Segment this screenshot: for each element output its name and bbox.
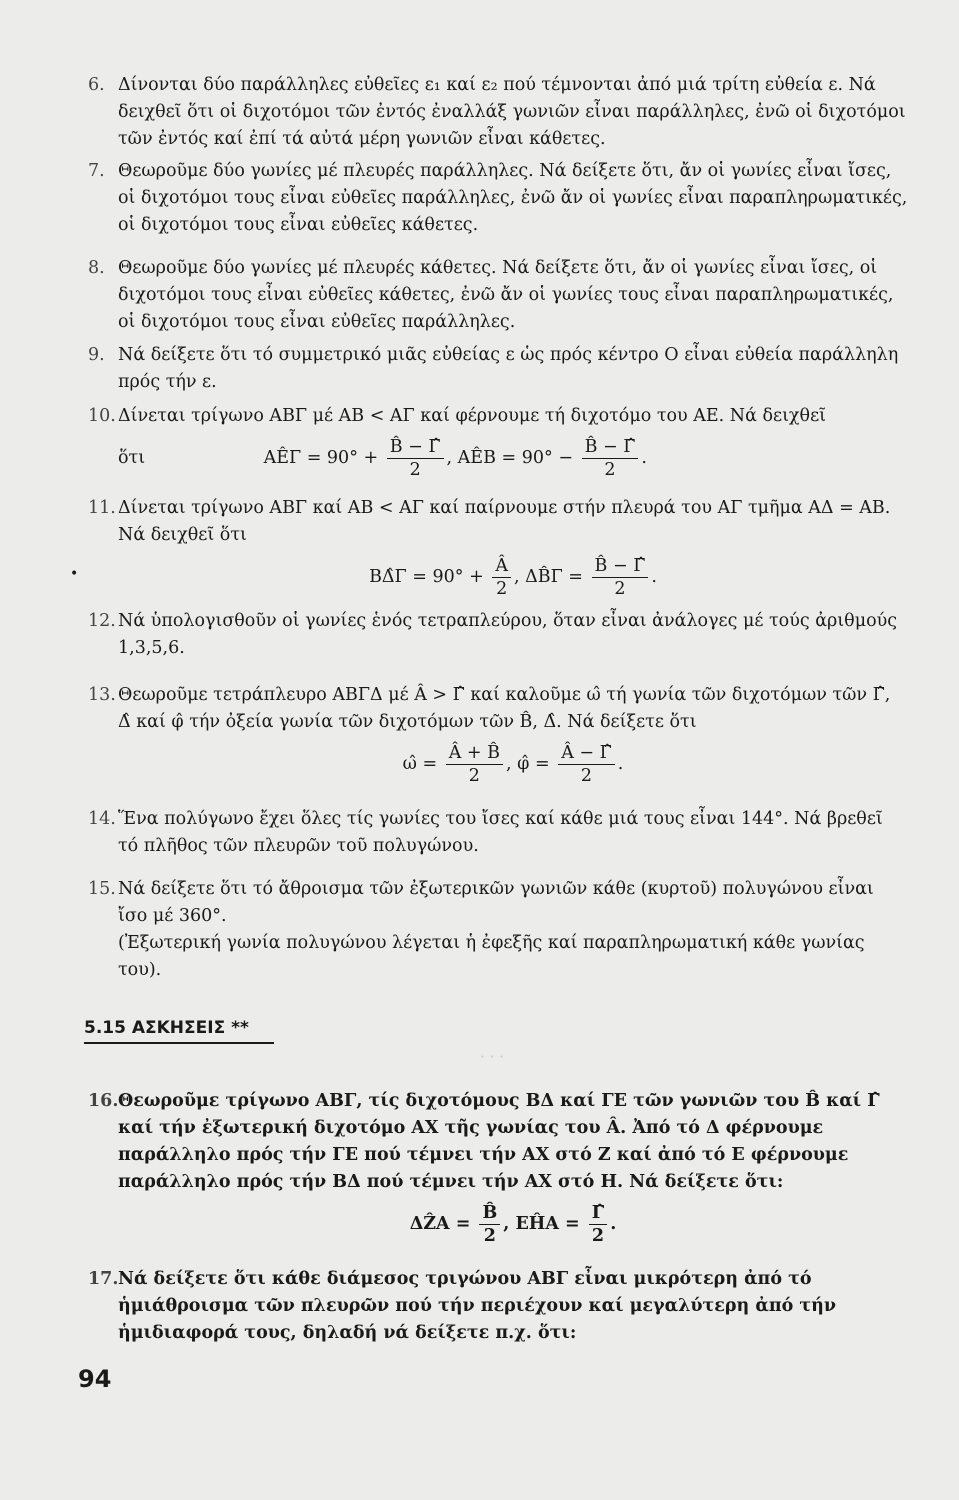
formula-separator: , ΕĤΑ = (503, 1214, 580, 1234)
exercise-number: 9. (88, 345, 105, 365)
denominator: 2 (468, 766, 480, 786)
exercise-16 (88, 1088, 908, 1249)
formula (118, 436, 908, 481)
exercise-number: 8. (88, 258, 105, 278)
formula-end: . (610, 1214, 617, 1234)
fraction (582, 436, 639, 481)
exercise-17 (88, 1266, 908, 1347)
numerator: Â + B̂ (446, 742, 503, 765)
formula-left: ΑÊΓ = 90° + (263, 448, 379, 468)
exercise-text: Νά δείξετε ὅτι τό συμμετρικό μιᾶς εὐθείας ε ὡς πρός κέντρο Ο εἶναι εὐθεία παράλληλη πρός τήν ε. (118, 345, 899, 392)
exercise-note: (Ἐξωτερική γωνία πολυγώνου λέγεται ἡ ἐφεξῆς καί παραπληρωματική κάθε γωνίας του). (118, 933, 865, 980)
exercise-text: Δίνονται δύο παράλληλες εὐθεῖες ε₁ καί ε₂ πού τέμνονται ἀπό μιά τρίτη εὐθεία ε. Νά δειχθεῖ ὅτι οἱ διχοτόμοι τῶν ἐντός ἐναλλάξ γωνιῶν εἶναι παράλληλες, ἐνῶ οἱ διχοτόμοι τῶν ἐντός καί ἐπί τά αὐτά μέρη γωνιῶν εἶναι κάθετες. (118, 75, 906, 149)
exercise-number: 17. (88, 1269, 119, 1289)
formula-end: . (651, 567, 657, 587)
numerator: Γ̂ (589, 1202, 607, 1225)
fraction (558, 742, 615, 787)
exercise-text: Νά δείξετε ὅτι κάθε διάμεσος τριγώνου ΑΒΓ εἶναι μικρότερη ἀπό τό ἡμιάθροισμα τῶν πλευρῶν πού τήν περιέχουν καί μεγαλύτερη ἀπό τήν ἡμιδιαφορά τους, δηλαδή νά δείξετε π.χ. ὅτι: (118, 1269, 837, 1343)
exercise-text: Δίνεται τρίγωνο ΑΒΓ καί ΑΒ < ΑΓ καί παίρνουμε στήν πλευρά του ΑΓ τμῆμα ΑΔ = ΑΒ. Νά δειχθεῖ ὅτι (118, 498, 891, 545)
page-number: 94 (78, 1365, 112, 1393)
exercise-text: Θεωροῦμε τετράπλευρο ΑΒΓΔ μέ Â > Γ̂ καί καλοῦμε ω̂ τή γωνία τῶν διχοτόμων τῶν Γ̂, Δ̂ καί φ̂ τήν ὀξεία γωνία τῶν διχοτόμων τῶν B̂, Δ̂. Νά δείξετε ὅτι (118, 685, 891, 732)
exercise-text: Ἕνα πολύγωνο ἔχει ὅλες τίς γωνίες του ἴσες καί κάθε μιά τους εἶναι 144°. Νά βρεθεῖ τό πλῆθος τῶν πλευρῶν τοῦ πολυγώνου. (118, 809, 883, 856)
formula (118, 1202, 908, 1247)
formula-left: ΔẐΑ = (409, 1214, 471, 1234)
bleed-through-text: · · · (480, 1048, 504, 1066)
numerator: B̂ (479, 1202, 500, 1225)
numerator: B̂ − Γ̂ (387, 436, 444, 459)
exercise-number: 13. (88, 685, 116, 705)
numerator: B̂ − Γ̂ (592, 555, 649, 578)
denominator: 2 (483, 1226, 496, 1246)
exercise-6 (88, 72, 908, 153)
formula-end: . (617, 754, 624, 774)
margin-dot: • (70, 566, 79, 582)
exercise-text: Νά δείξετε ὅτι τό ἄθροισμα τῶν ἐξωτερικῶν γωνιῶν κάθε (κυρτοῦ) πολυγώνου εἶναι ἴσο μέ 360°. (118, 879, 874, 926)
exercise-text: Θεωροῦμε δύο γωνίες μέ πλευρές κάθετες. Νά δείξετε ὅτι, ἄν οἱ γωνίες εἶναι ἴσες, οἱ διχοτόμοι τους εἶναι εὐθεῖες κάθετες, ἐνῶ ἄν οἱ γωνίες τους εἶναι παραπληρωματικές, οἱ διχοτόμοι τους εἶναι εὐθεῖες παράλληλες. (118, 258, 894, 332)
denominator: 2 (409, 460, 421, 480)
exercise-8 (88, 255, 908, 336)
formula-lead: ὅτι (118, 448, 146, 468)
numerator: Â (492, 555, 511, 578)
exercise-9 (88, 342, 908, 396)
fraction (387, 436, 444, 481)
formula-separator: , φ̂ = (506, 754, 550, 774)
formula-left: ΒΔ̂Γ = 90° + (369, 567, 484, 587)
exercise-11 (88, 495, 908, 602)
exercise-number: 12. (88, 611, 116, 631)
exercise-number: 6. (88, 75, 105, 95)
exercise-text: Θεωροῦμε τρίγωνο ΑΒΓ, τίς διχοτόμους ΒΔ καί ΓΕ τῶν γωνιῶν του B̂ καί Γ̂ καί τήν ἐξωτερική διχοτόμο ΑΧ τῆς γωνίας του Â. Ἀπό τό Δ φέρνουμε παράλληλο πρός τήν ΓΕ πού τέμνει τήν ΑΧ στό Ζ καί ἀπό τό Ε φέρνουμε παράλληλο πρός τήν ΒΔ πού τέμνει τήν ΑΧ στό Η. Νά δείξετε ὅτι: (118, 1091, 880, 1192)
fraction (492, 555, 511, 600)
fraction (479, 1202, 500, 1247)
exercise-10 (88, 403, 908, 483)
fraction (446, 742, 503, 787)
formula-end: . (641, 448, 647, 468)
fraction (592, 555, 649, 600)
formula-separator: , ΑÊΒ = 90° − (446, 448, 573, 468)
exercise-text: Νά ὑπολογισθοῦν οἱ γωνίες ἑνός τετραπλεύρου, ὅταν εἶναι ἀνάλογες μέ τούς ἀριθμούς 1,3,5,6. (118, 611, 898, 658)
exercise-number: 15. (88, 879, 116, 899)
denominator: 2 (591, 1226, 605, 1246)
denominator: 2 (580, 766, 593, 786)
exercise-12 (88, 608, 908, 662)
formula-separator: , ΔB̂Γ = (513, 567, 583, 587)
exercise-text: Δίνεται τρίγωνο ΑΒΓ μέ ΑΒ < ΑΓ καί φέρνουμε τή διχοτόμο του ΑΕ. Νά δειχθεῖ (118, 406, 826, 426)
exercise-number: 10. (88, 406, 116, 426)
fraction (589, 1202, 607, 1247)
numerator: Â − Γ̂ (558, 742, 615, 765)
exercise-number: 7. (88, 161, 105, 181)
denominator: 2 (604, 460, 616, 480)
exercise-13 (88, 682, 908, 789)
formula (118, 555, 908, 600)
exercise-number: 14. (88, 809, 116, 829)
formula (118, 742, 908, 787)
exercise-text: Θεωροῦμε δύο γωνίες μέ πλευρές παράλληλες. Νά δείξετε ὅτι, ἄν οἱ γωνίες εἶναι ἴσες, οἱ διχοτόμοι τους εἶναι εὐθεῖες παράλληλες, ἐνῶ ἄν οἱ γωνίες εἶναι παραπληρωματικές, οἱ διχοτόμοι τους εἶναι εὐθεῖες κάθετες. (118, 161, 908, 235)
exercise-number: 16. (88, 1091, 119, 1111)
numerator: B̂ − Γ̂ (582, 436, 639, 459)
exercise-15 (88, 876, 908, 984)
denominator: 2 (496, 579, 508, 599)
exercise-14 (88, 806, 908, 860)
denominator: 2 (614, 579, 626, 599)
exercise-7 (88, 158, 908, 239)
section-title: 5.15 ΑΣΚΗΣΕΙΣ ** (84, 1018, 274, 1044)
formula-left: ω̂ = (402, 754, 438, 774)
exercise-number: 11. (88, 498, 116, 518)
